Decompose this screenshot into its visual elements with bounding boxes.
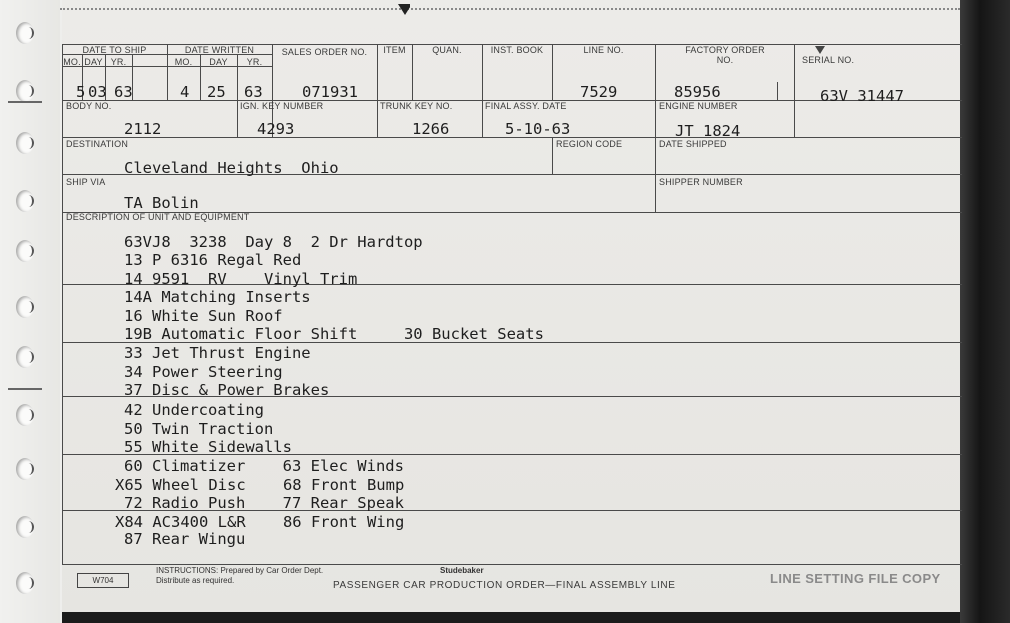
instructions-line-1: INSTRUCTIONS: Prepared by Car Order Dept. <box>156 566 324 575</box>
value-final-assy-date: 5-10-63 <box>505 120 571 138</box>
label-written-day: DAY <box>209 57 228 67</box>
value-trunk-key-no: 1266 <box>412 120 450 138</box>
punch-hole <box>16 404 34 426</box>
punch-hole <box>16 22 34 44</box>
label-final-assy-date: FINAL ASSY. DATE <box>485 101 567 111</box>
description-line: 50 Twin Traction <box>124 420 274 438</box>
value-ship-day: 03 <box>88 83 107 101</box>
perforated-edge <box>60 0 960 10</box>
label-description: DESCRIPTION OF UNIT AND EQUIPMENT <box>66 212 250 222</box>
description-line: 37 Disc & Power Brakes <box>124 381 330 399</box>
punch-hole <box>16 296 34 318</box>
description-line: 14 9591 RV Vinyl Trim <box>124 270 358 288</box>
brand-name: Studebaker <box>440 566 484 575</box>
value-ship-yr: 63 <box>114 83 133 101</box>
value-line-no: 7529 <box>580 83 618 101</box>
label-inst-book: INST. BOOK <box>490 45 544 55</box>
label-trunk-key-no: TRUNK KEY NO. <box>380 101 453 111</box>
punch-hole <box>16 132 34 154</box>
value-written-day: 25 <box>207 83 226 101</box>
punch-hole <box>16 190 34 212</box>
description-line: 72 Radio Push 77 Rear Speak <box>124 494 404 512</box>
label-region-code: REGION CODE <box>556 139 623 149</box>
label-sales-order-no: SALES ORDER NO. <box>281 47 368 57</box>
punch-hole <box>16 240 34 262</box>
label-factory-order-no: FACTORY ORDER NO. <box>685 45 765 65</box>
label-ship-day: DAY <box>84 57 103 67</box>
description-line: 60 Climatizer 63 Elec Winds <box>124 457 404 475</box>
form-title: PASSENGER CAR PRODUCTION ORDER—FINAL ASSEMBLY LINE <box>333 580 676 591</box>
value-factory-order-no: 85956 <box>674 83 721 101</box>
description-line: 63VJ8 3238 Day 8 2 Dr Hardtop <box>124 233 423 251</box>
punch-hole <box>16 516 34 538</box>
value-written-mo: 4 <box>180 83 190 101</box>
description-line: 87 Rear Wingu <box>124 530 246 548</box>
file-backing <box>960 0 1010 623</box>
description-line: 16 White Sun Roof <box>124 307 283 325</box>
value-written-yr: 63 <box>244 83 263 101</box>
label-engine-number: ENGINE NUMBER <box>659 101 738 111</box>
punch-hole <box>16 80 34 102</box>
description-line: 55 White Sidewalls <box>124 438 292 456</box>
file-copy-label: LINE SETTING FILE COPY <box>770 571 941 586</box>
instructions-line-2: Distribute as required. <box>156 576 235 585</box>
label-quan: QUAN. <box>432 45 462 55</box>
description-line: 14A Matching Inserts <box>124 288 311 306</box>
description-line: X84 AC3400 L&R 86 Front Wing <box>115 513 405 531</box>
binding-mark <box>8 388 42 390</box>
description-line: 19B Automatic Floor Shift 30 Bucket Seats <box>124 325 544 343</box>
punch-hole <box>16 572 34 594</box>
description-line: 42 Undercoating <box>124 401 264 419</box>
punch-hole <box>16 458 34 480</box>
value-ign-key-number: 4293 <box>257 120 295 138</box>
form-number: W704 <box>77 573 129 588</box>
label-written-yr: YR. <box>246 57 263 67</box>
binding-strip <box>0 0 60 623</box>
label-shipper-number: SHIPPER NUMBER <box>659 177 743 187</box>
label-written-mo: MO. <box>174 57 193 67</box>
description-line: 34 Power Steering <box>124 363 283 381</box>
triangle-marker-icon <box>398 4 410 16</box>
label-date-to-ship: DATE TO SHIP <box>82 45 147 55</box>
value-engine-number: JT 1824 <box>675 122 741 140</box>
label-ship-mo: MO. <box>63 57 81 67</box>
label-line-no: LINE NO. <box>583 45 624 55</box>
description-line: X65 Wheel Disc 68 Front Bump <box>115 476 405 494</box>
binding-mark <box>8 101 42 103</box>
label-destination: DESTINATION <box>66 139 129 149</box>
label-date-written: DATE WRITTEN <box>184 45 255 55</box>
label-ship-via: SHIP VIA <box>66 177 106 187</box>
label-date-shipped: DATE SHIPPED <box>659 139 727 149</box>
bottom-edge <box>62 612 960 623</box>
value-sales-order-no: 071931 <box>302 83 358 101</box>
value-ship-via: TA Bolin <box>124 194 199 212</box>
description-line: 13 P 6316 Regal Red <box>124 251 302 269</box>
value-serial-no: 63V 31447 <box>820 87 904 105</box>
description-line: 33 Jet Thrust Engine <box>124 344 311 362</box>
value-ship-mo: 5 <box>76 83 86 101</box>
label-item: ITEM <box>383 45 406 55</box>
label-body-no: BODY NO. <box>66 101 112 111</box>
punch-hole <box>16 346 34 368</box>
label-serial-no: SERIAL NO. <box>802 55 855 65</box>
label-ign-key-number: IGN. KEY NUMBER <box>240 101 324 111</box>
value-body-no: 2112 <box>124 120 162 138</box>
label-ship-yr: YR. <box>110 57 127 67</box>
value-destination: Cleveland Heights Ohio <box>124 159 339 177</box>
